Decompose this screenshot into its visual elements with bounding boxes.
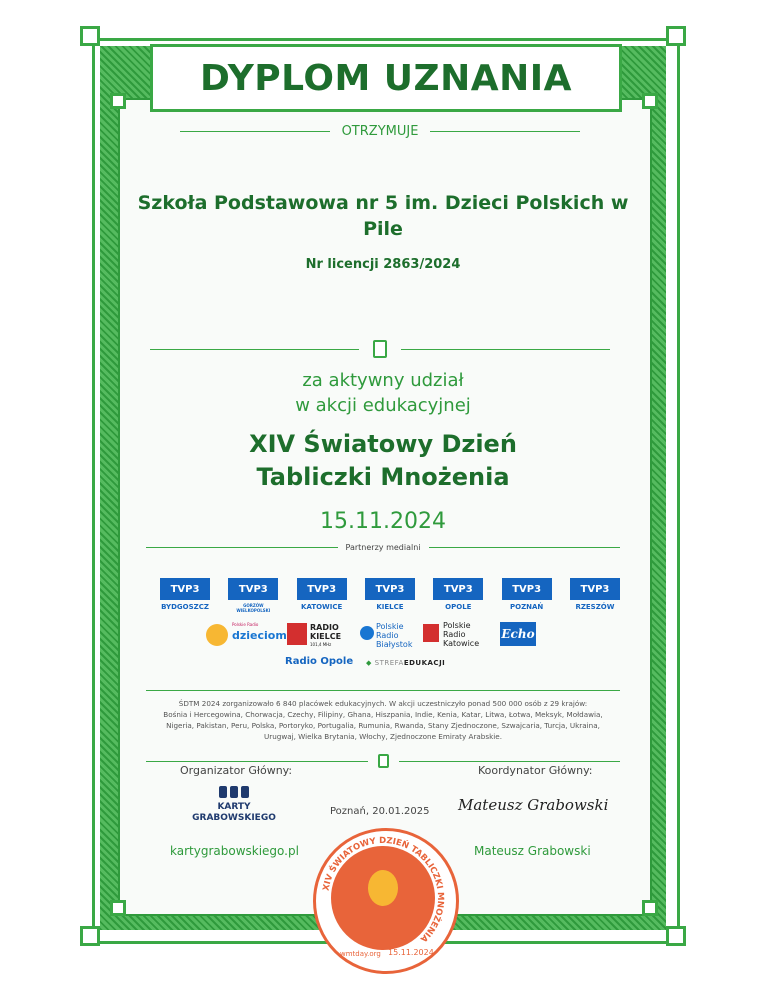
summary-text: ŚDTM 2024 zorganizowało 6 840 placówek edukacyjnych. W akcji uczestniczyło ponad 500 000 osób z 29 krajów: Bośnia i Hercegowina, Chorwacja, Czechy, Filipiny, Ghana, Hiszpania, Indie, Kenia, Katar, Litwa, Łotwa, Meksyk, Mołdawia, Nigeria, Pakistan, Peru, Polska, Portoryko, Portugalia, Rumunia, Rwanda, Stany Zjednoczone, Szwajcaria, Turcja, Ukraina, Urugwaj, Wielka Brytania, Włochy, Zjednoczone Emiraty Arabskie. (163, 699, 603, 741)
partners-heading: Partnerzy medialni (345, 543, 421, 552)
coordinator-name: Mateusz Grabowski (474, 844, 591, 858)
recipient-name: Szkoła Podstawowa nr 5 im. Dzieci Polskich w Pile (137, 192, 629, 240)
tvp3-opole-logo: TVP3 OPOLE (433, 578, 483, 613)
received-divider (180, 124, 580, 139)
tvp3-bydgoszcz-logo: TVP3 BYDGOSZCZ (160, 578, 210, 613)
seal-title: XIV ŚWIATOWY DZIEŃ TABLICZKI MNOŻENIA (321, 835, 446, 944)
website-link[interactable]: kartygrabowskiego.pl (170, 844, 299, 858)
license-number: Nr licencji 2863/2024 (305, 257, 461, 272)
kids-icon (206, 624, 228, 646)
corner-ornament-tr (666, 26, 686, 46)
inner-corner-bl (110, 900, 126, 916)
event-name: XIV Światowy Dzień Tabliczki Mnożenia (249, 430, 517, 491)
diamond-icon: ◆ (366, 659, 372, 667)
middle-divider (150, 340, 610, 358)
owl-icon (368, 870, 398, 906)
title-banner (150, 44, 622, 112)
tvp3-poznan-logo: TVP3 POZNAŃ (502, 578, 552, 613)
tvp3-katowice-logo: TVP3 KATOWICE (297, 578, 347, 613)
divider-ornament-icon (373, 340, 387, 358)
tvp3-gorzow-logo: TVP3 GORZÓW WIELKOPOLSKI (228, 578, 278, 613)
tvp3-kielce-logo: TVP3 KIELCE (365, 578, 415, 613)
signature: Mateusz Grabowski (458, 796, 609, 814)
coordinator-label: Koordynator Główny: (478, 764, 593, 777)
partners-divider (146, 543, 620, 552)
received-label: OTRZYMUJE (341, 124, 419, 139)
radio-opole-logo: Radio Opole (285, 656, 354, 667)
divider-ornament-icon (378, 754, 389, 768)
award-reason: za aktywny udział w akcji edukacyjnej (295, 370, 471, 416)
inner-corner-tr (642, 93, 658, 109)
radio-echo-logo: Echo (500, 622, 536, 646)
diploma-title: DYPLOM UZNANIA (199, 57, 573, 99)
seal-site: wmtday.org (340, 950, 381, 958)
summary-top-rule (146, 690, 620, 691)
rk-icon (287, 623, 307, 645)
corner-ornament-bl (80, 926, 100, 946)
tvp-logos (160, 578, 620, 613)
polskie-radio-dzieciom-logo: Polskie Radio dzieciom (206, 620, 278, 650)
cards-icon (184, 786, 284, 798)
strefa-edukacji-logo: ◆ STREFAEDUKACJI (366, 659, 446, 667)
seal-date: 15.11.2024 (388, 948, 434, 957)
inner-corner-br (642, 900, 658, 916)
corner-ornament-tl (80, 26, 100, 46)
pr-icon (423, 624, 439, 642)
corner-ornament-br (666, 926, 686, 946)
event-date: 15.11.2024 (320, 509, 446, 534)
polskie-radio-katowice-logo: Polskie Radio Katowice (423, 620, 483, 650)
place-and-date: Poznań, 20.01.2025 (330, 806, 430, 817)
polskie-radio-bialystok-logo: Polskie Radio Białystok (360, 620, 412, 650)
inner-corner-tl (110, 93, 126, 109)
tvp3-rzeszow-logo: TVP3 RZESZÓW (570, 578, 620, 613)
karty-grabowskiego-logo: KARTY GRABOWSKIEGO (184, 786, 284, 824)
radio-kielce-logo: RADIO KIELCE 101,4 MHz (287, 620, 347, 650)
organizer-label: Organizator Główny: (180, 764, 293, 777)
radio-wave-icon (360, 626, 374, 640)
